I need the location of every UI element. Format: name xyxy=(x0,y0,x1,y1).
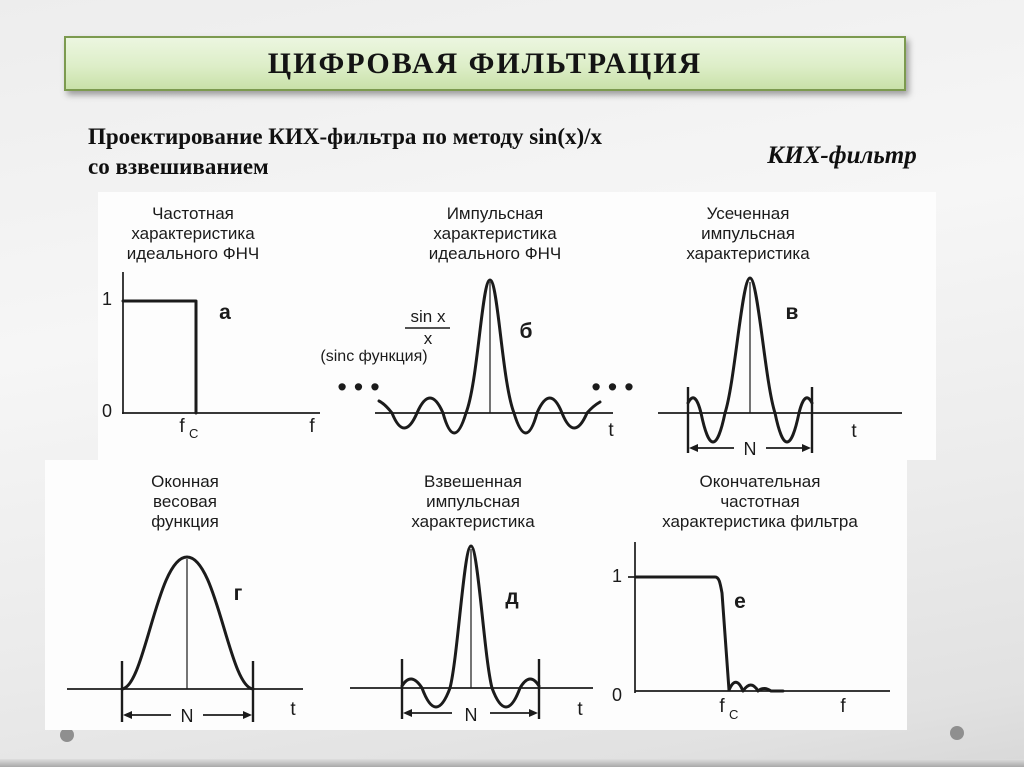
diagram-v-title-line3: характеристика xyxy=(686,244,810,263)
diagram-v-arrowhead-left xyxy=(689,444,698,452)
diagram-d-t-label: t xyxy=(577,699,583,720)
diagram-b-ellipsis-left: ••• xyxy=(337,372,387,402)
diagram-e-letter: е xyxy=(734,590,746,613)
subtitle-line-2: со взвешиванием xyxy=(88,154,269,179)
subtitle xyxy=(88,122,602,182)
diagram-e-response-curve xyxy=(636,577,783,691)
top-diagrams-svg xyxy=(98,192,936,460)
diagram-v-truncated-impulse-response xyxy=(658,204,902,459)
diagram-panel-top xyxy=(98,192,936,460)
diagram-g-arrowhead-left xyxy=(123,711,132,719)
diagram-a-fc-subscript: C xyxy=(189,426,199,441)
diagram-d-letter: д xyxy=(505,586,519,609)
diagram-b-sinc-impulse-response xyxy=(320,204,640,441)
diagram-v-arrowhead-right xyxy=(802,444,811,452)
diagram-b-letter: б xyxy=(519,320,533,343)
diagram-d-n-label: N xyxy=(464,705,478,725)
diagram-v-title-line1: Усеченная xyxy=(706,204,790,223)
diagram-e-title-line2: частотная xyxy=(720,492,800,511)
diagram-v-t-label: t xyxy=(851,421,857,442)
diagram-b-fraction-denominator: x xyxy=(423,329,433,348)
diagram-b-t-label: t xyxy=(608,420,614,441)
title-banner xyxy=(64,36,906,91)
diagram-d-arrowhead-left xyxy=(403,709,412,717)
diagram-a-letter: а xyxy=(219,301,231,324)
diagram-g-arrowhead-right xyxy=(243,711,252,719)
diagram-a-title-line2: характеристика xyxy=(131,224,255,243)
diagram-a-ideal-frequency-response xyxy=(102,204,320,441)
diagram-d-title-line3: характеристика xyxy=(411,512,535,531)
bottom-diagrams-svg xyxy=(45,460,907,730)
diagram-g-letter: г xyxy=(233,582,243,605)
diagram-g-n-label: N xyxy=(180,706,194,726)
diagram-d-weighted-impulse-response xyxy=(350,472,593,725)
diagram-g-t-label: t xyxy=(290,699,296,720)
slide-title: ЦИФРОВАЯ ФИЛЬТРАЦИЯ xyxy=(267,46,703,80)
diagram-g-window-function xyxy=(67,472,303,726)
diagram-b-ellipsis-right: ••• xyxy=(591,372,641,402)
diagram-d-title-line1: Взвешенная xyxy=(424,472,522,491)
diagram-b-title-line3: идеального ФНЧ xyxy=(428,244,562,263)
diagram-g-title-line3: функция xyxy=(151,512,219,531)
diagram-v-title-line2: импульсная xyxy=(701,224,795,243)
diagram-e-f-label: f xyxy=(840,696,846,717)
diagram-e-fc-subscript: C xyxy=(729,707,739,722)
diagram-d-title-line2: импульсная xyxy=(426,492,520,511)
diagram-e-tick-one: 1 xyxy=(611,566,623,586)
diagram-v-letter: в xyxy=(785,301,799,324)
diagram-a-tick-zero: 0 xyxy=(101,401,113,421)
diagram-g-title-line2: весовая xyxy=(153,492,217,511)
filter-type-label: КИХ-фильтр xyxy=(767,142,917,169)
diagram-a-f-label: f xyxy=(309,416,315,437)
diagram-b-sinc-note: (sinc функция) xyxy=(320,348,428,365)
diagram-a-title-line1: Частотная xyxy=(152,204,234,223)
diagram-d-arrowhead-right xyxy=(529,709,538,717)
diagram-e-final-frequency-response xyxy=(612,472,890,722)
diagram-e-tick-zero: 0 xyxy=(611,685,623,705)
diagram-e-fc-label: f xyxy=(719,696,725,717)
diagram-a-step-curve xyxy=(123,301,196,413)
decorative-dot-right xyxy=(950,726,964,740)
diagram-panel-bottom xyxy=(45,460,907,730)
diagram-b-title-line2: характеристика xyxy=(433,224,557,243)
diagram-e-title-line3: характеристика фильтра xyxy=(662,512,858,531)
diagram-a-title-line3: идеального ФНЧ xyxy=(126,244,260,263)
diagram-e-title-line1: Окончательная xyxy=(699,472,821,491)
subtitle-line-1: Проектирование КИХ-фильтра по методу sin(x)/x xyxy=(88,124,603,149)
diagram-g-title-line1: Оконная xyxy=(151,472,219,491)
decorative-dot-left xyxy=(60,728,74,742)
diagram-v-n-label: N xyxy=(743,439,757,459)
diagram-a-tick-one: 1 xyxy=(101,289,113,309)
diagram-b-title-line1: Импульсная xyxy=(446,204,544,223)
diagram-b-fraction-numerator: sin x xyxy=(410,307,446,326)
diagram-a-fc-label: f xyxy=(179,416,185,437)
slide-bottom-edge xyxy=(0,759,1024,767)
